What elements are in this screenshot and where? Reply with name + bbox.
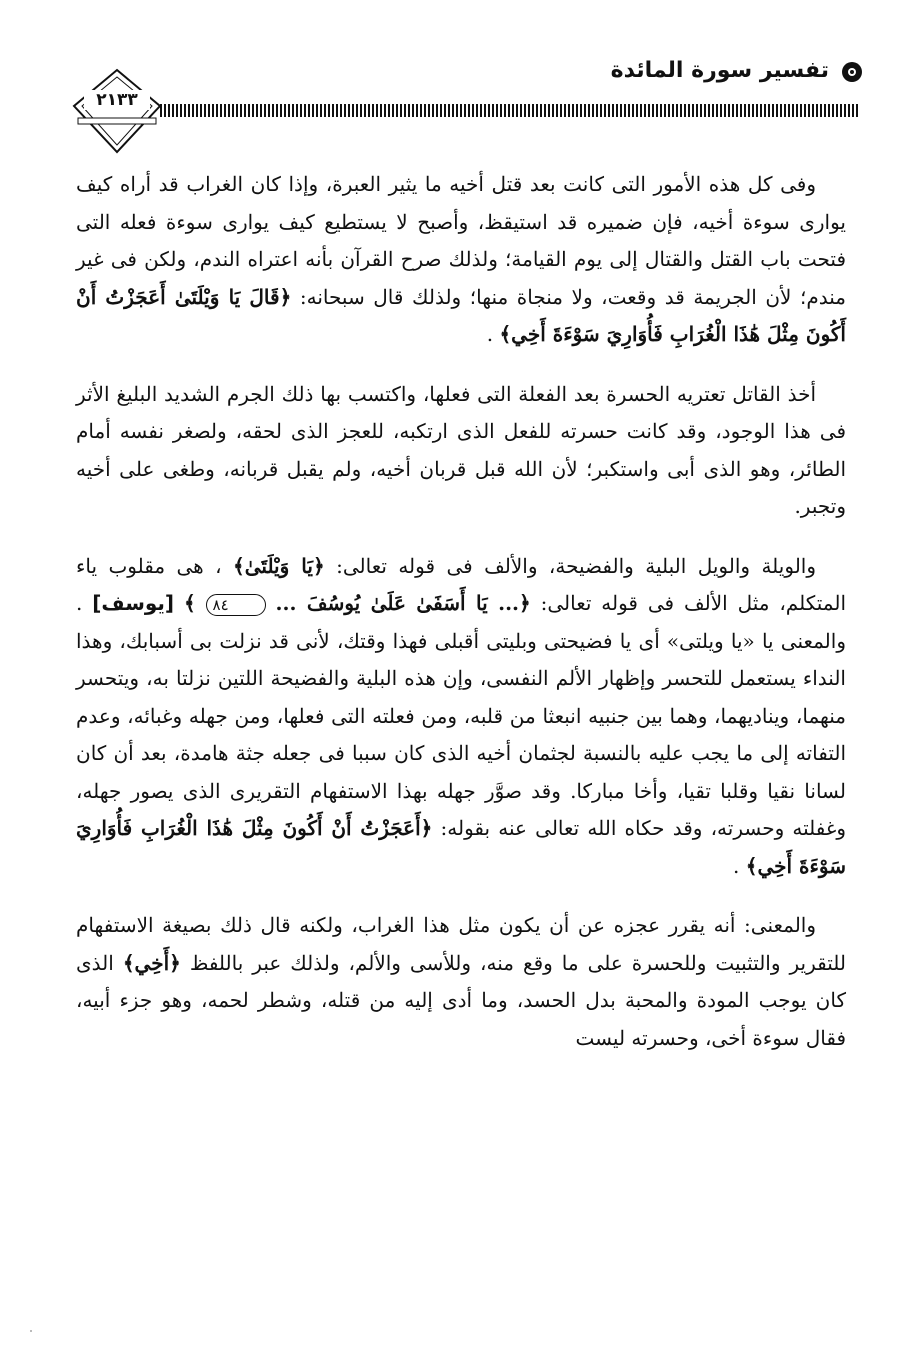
paragraph-text: أخذ القاتل تعتريه الحسرة بعد الفعلة التى فعلها، واكتسب بها ذلك الجرم الشديد البليغ الأثر فى هذا الوجود، وقد كانت حسرته للفعل الذى ارتكبه، للعجز الذى لحقه، ولصغر نفسه أمام الطائر، وهو الذى أبى واستكبر؛ لأن الله قبل قربان أخيه، ولم يقبل قربانه، وطغى على أخيه وتجبر. (76, 381, 847, 518)
paragraph-text: . (486, 322, 494, 346)
quran-quote: ﴿أَخِي﴾ (122, 950, 181, 975)
rosette-ornament-icon (839, 60, 865, 84)
paragraph-2 (76, 376, 846, 526)
paragraph-1 (76, 166, 846, 354)
page-number: ٢١٣٣ (84, 90, 150, 110)
quran-quote: ﴿... يَا أَسَفَىٰ عَلَىٰ يُوسُفَ ... (275, 591, 531, 615)
surah-reference: [يوسف] (92, 591, 175, 615)
ayah-number-icon: ٨٤ (206, 594, 266, 616)
paragraph-text: ، هى مقلوب ياء المتكلم، مثل الألف فى قوله تعالى: (76, 553, 847, 615)
page-number-badge-icon (72, 68, 162, 154)
running-head-title: تفسير سورة المائدة (610, 58, 829, 83)
paragraph-3 (76, 548, 846, 886)
quran-quote-close: ﴾ (183, 591, 196, 615)
scan-mark (30, 1330, 32, 1332)
quran-quote: ﴿أَعَجَزْتُ أَنْ أَكُونَ مِثْلَ هَٰذَا الْغُرَابِ فَأُوَارِيَ سَوْءَةَ أَخِي﴾ (76, 816, 846, 878)
quran-quote: ﴿يَا وَيْلَتَىٰ﴾ (233, 553, 325, 578)
header-rule (160, 104, 859, 117)
paragraph-text: الذى كان يوجب المودة والمحبة بدل الحسد، وما أدى إليه من قتله، وشطر لحمه، وهو جزء أبيه، فقال سوءة أخى، وحسرته ليست (76, 950, 846, 1050)
quran-quote: ﴿قَالَ يَا وَيْلَتَىٰ أَعَجَزْتُ أَنْ أَكُونَ مِثْلَ هَٰذَا الْغُرَابِ فَأُوَارِيَ سَوْءَةَ أَخِي﴾ (76, 284, 846, 346)
paragraph-text: والمعنى: أنه يقرر عجزه عن أن يكون مثل هذا الغراب، ولكنه قال ذلك بصيغة الاستفهام للتقرير والتثبيت وللحسرة على ما وقع منه، وللأسى والألم، ولذلك عبر باللفظ (76, 913, 847, 975)
paragraph-text: . والمعنى يا «يا ويلتى» أى يا فضيحتى وبليتى أقبلى فهذا وقتك، لأنى قد نزلت بى أسبابك، وهذا النداء يستعمل للتحسر وإظهار الألم النفسى، وإن هذه البلية والفضيحة اللتين نزلتا به، ويتحسر منهما، ويناديهما، وهما بين جنبيه انبعثا من قلبه، ومن فعلته التى فعلها، ومن جهله وغبائه، وعدم التفاته إلى ما يجب عليه بالنسبة لجثمان أخيه الذى كان سببا فى جعله جثة هامدة، بعد أن كان لسانا نقيا وقلبا تقيا، وأخا مباركا. وقد صوَّر جهله بهذا الاستفهام التقريرى الذى يصور جهله، وغفلته وحسرته، وقد حكاه الله تعالى عنه بقوله: (76, 591, 847, 840)
page-body (76, 166, 846, 1079)
paragraph-text: والويلة والويل البلية والفضيحة، والألف فى قوله تعالى: (324, 553, 817, 578)
paragraph-text: . (733, 853, 740, 878)
paragraph-4 (76, 907, 846, 1057)
paragraph-text: وفى كل هذه الأمور التى كانت بعد قتل أخيه ما يثير العبرة، وإذا كان الغراب قد أراه كيف يوارى سوءة أخيه، فإن ضميره قد استيقظ، وأصبح لا يستطيع كيف يوارى سوءة فعله التى فتحت باب القتل والقتال إلى يوم القيامة؛ ولذلك صرح القرآن بأنه اعتراه الندم، ولكن فى غير مندم؛ لأن الجريمة قد وقعت، ولا منجاة منها؛ ولذلك قال سبحانه: (76, 172, 846, 309)
